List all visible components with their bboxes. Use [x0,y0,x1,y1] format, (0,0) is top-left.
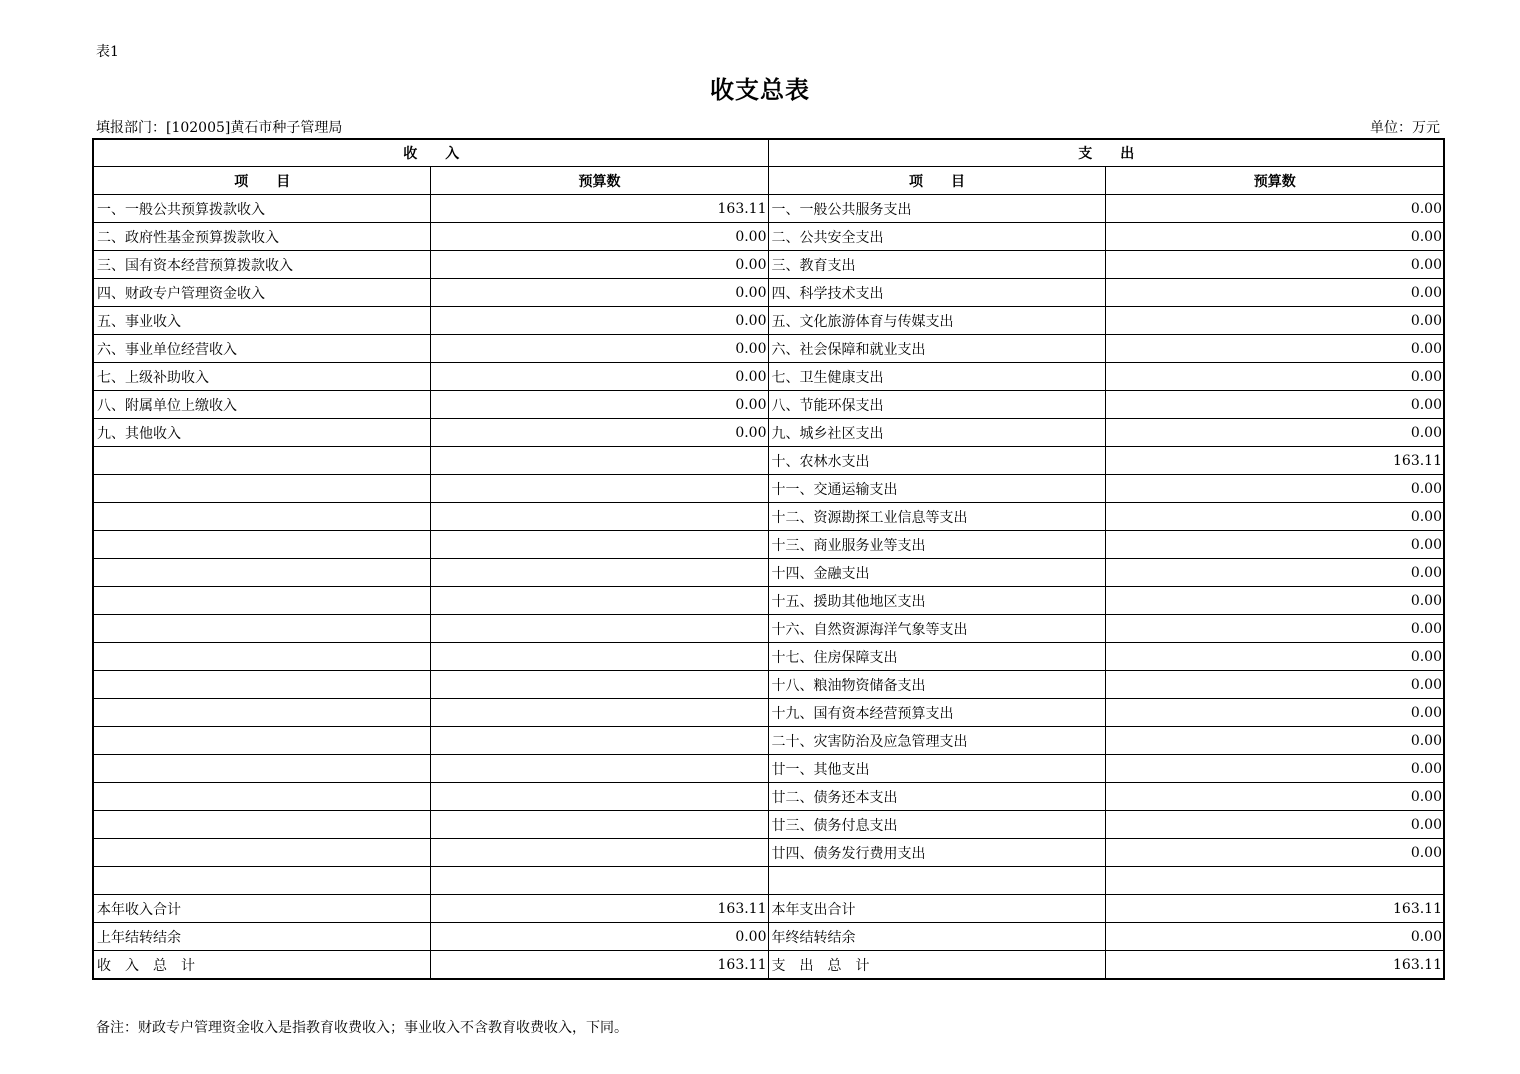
expense-item-cell: 廿四、债务发行费用支出 [768,839,1105,867]
expense-budget-cell: 0.00 [1105,923,1444,951]
unit-label: 单位：万元 [1370,120,1440,136]
table-row [93,895,1444,923]
expense-item-cell: 二十、灾害防治及应急管理支出 [768,727,1105,755]
expense-budget-cell: 0.00 [1105,223,1444,251]
expense-budget-header: 预算数 [1105,167,1444,195]
expense-item-cell: 本年支出合计 [768,895,1105,923]
income-budget-cell [430,727,768,755]
table-row [93,951,1444,980]
expense-item-cell: 十一、交通运输支出 [768,475,1105,503]
table-row [93,447,1444,475]
income-item-cell [93,503,430,531]
income-budget-cell [430,447,768,475]
expense-item-cell: 四、科学技术支出 [768,279,1105,307]
expense-budget-cell: 163.11 [1105,895,1444,923]
table-row [93,755,1444,783]
reporting-department: 填报部门：[102005]黄石市种子管理局 [96,120,343,136]
income-budget-cell [430,559,768,587]
expense-budget-cell: 0.00 [1105,839,1444,867]
table-row [93,671,1444,699]
expense-budget-cell: 0.00 [1105,475,1444,503]
income-item-cell [93,839,430,867]
expense-budget-cell: 163.11 [1105,951,1444,980]
income-item-cell [93,447,430,475]
expense-budget-cell: 0.00 [1105,699,1444,727]
income-item-cell: 八、附属单位上缴收入 [93,391,430,419]
income-budget-cell [430,531,768,559]
income-budget-cell [430,755,768,783]
expense-budget-cell: 0.00 [1105,587,1444,615]
income-budget-cell [430,699,768,727]
expense-budget-cell: 0.00 [1105,615,1444,643]
income-budget-cell [430,811,768,839]
income-item-cell [93,811,430,839]
table-number-label: 表1 [96,44,119,60]
table-row [93,587,1444,615]
expense-item-header: 项 目 [768,167,1105,195]
expense-item-cell: 十二、资源勘探工业信息等支出 [768,503,1105,531]
expense-item-cell: 十三、商业服务业等支出 [768,531,1105,559]
income-item-cell [93,783,430,811]
expense-item-cell: 支 出 总 计 [768,951,1105,980]
expense-budget-cell: 0.00 [1105,419,1444,447]
income-budget-cell: 0.00 [430,419,768,447]
income-item-cell: 上年结转结余 [93,923,430,951]
income-item-cell [93,475,430,503]
income-item-cell: 四、财政专户管理资金收入 [93,279,430,307]
expense-budget-cell: 163.11 [1105,447,1444,475]
income-item-cell [93,643,430,671]
income-budget-cell [430,671,768,699]
table-row [93,783,1444,811]
income-item-cell: 五、事业收入 [93,307,430,335]
column-header-row [93,167,1444,195]
expense-budget-cell: 0.00 [1105,363,1444,391]
expense-item-cell: 十五、援助其他地区支出 [768,587,1105,615]
income-item-cell: 七、上级补助收入 [93,363,430,391]
income-item-cell [93,727,430,755]
expense-item-cell: 一、一般公共服务支出 [768,195,1105,223]
income-budget-cell [430,615,768,643]
expense-budget-cell: 0.00 [1105,811,1444,839]
income-budget-cell: 163.11 [430,895,768,923]
income-budget-cell: 0.00 [430,251,768,279]
income-budget-cell: 0.00 [430,363,768,391]
expense-budget-cell [1105,867,1444,895]
income-expense-table [92,138,1445,980]
table-row [93,867,1444,895]
expense-section-header: 支 出 [768,139,1444,167]
expense-item-cell: 十八、粮油物资储备支出 [768,671,1105,699]
income-item-cell: 本年收入合计 [93,895,430,923]
income-budget-header: 预算数 [430,167,768,195]
table-row [93,279,1444,307]
expense-item-cell: 五、文化旅游体育与传媒支出 [768,307,1105,335]
income-item-cell: 二、政府性基金预算拨款收入 [93,223,430,251]
table-row [93,559,1444,587]
income-item-cell [93,531,430,559]
table-row [93,503,1444,531]
expense-item-cell: 八、节能环保支出 [768,391,1105,419]
income-budget-cell: 0.00 [430,335,768,363]
income-budget-cell [430,839,768,867]
table-row [93,475,1444,503]
income-item-cell [93,699,430,727]
table-row [93,363,1444,391]
table-row [93,923,1444,951]
income-budget-cell: 0.00 [430,279,768,307]
income-budget-cell: 163.11 [430,951,768,980]
expense-item-cell: 十六、自然资源海洋气象等支出 [768,615,1105,643]
expense-item-cell: 十九、国有资本经营预算支出 [768,699,1105,727]
expense-item-cell: 十、农林水支出 [768,447,1105,475]
income-item-cell [93,755,430,783]
income-item-cell: 一、一般公共预算拨款收入 [93,195,430,223]
expense-budget-cell: 0.00 [1105,335,1444,363]
table-row [93,615,1444,643]
income-budget-cell: 0.00 [430,223,768,251]
expense-item-cell [768,867,1105,895]
income-item-cell [93,671,430,699]
income-item-cell: 九、其他收入 [93,419,430,447]
income-budget-cell: 163.11 [430,195,768,223]
income-item-cell: 三、国有资本经营预算拨款收入 [93,251,430,279]
expense-item-cell: 廿一、其他支出 [768,755,1105,783]
expense-budget-cell: 0.00 [1105,251,1444,279]
expense-budget-cell: 0.00 [1105,643,1444,671]
expense-budget-cell: 0.00 [1105,559,1444,587]
expense-budget-cell: 0.00 [1105,671,1444,699]
expense-item-cell: 廿三、债务付息支出 [768,811,1105,839]
expense-budget-cell: 0.00 [1105,503,1444,531]
income-budget-cell [430,867,768,895]
income-budget-cell: 0.00 [430,391,768,419]
income-item-cell [93,867,430,895]
expense-budget-cell: 0.00 [1105,531,1444,559]
footnote: 备注：财政专户管理资金收入是指教育收费收入；事业收入不含教育收费收入，下同。 [96,1020,628,1036]
section-header-row [93,139,1444,167]
table-row [93,839,1444,867]
income-item-header: 项 目 [93,167,430,195]
income-item-cell: 六、事业单位经营收入 [93,335,430,363]
expense-item-cell: 廿二、债务还本支出 [768,783,1105,811]
table-row [93,251,1444,279]
expense-item-cell: 七、卫生健康支出 [768,363,1105,391]
expense-budget-cell: 0.00 [1105,307,1444,335]
income-item-cell [93,559,430,587]
table-row [93,223,1444,251]
income-budget-cell [430,783,768,811]
expense-item-cell: 十七、住房保障支出 [768,643,1105,671]
table-row [93,419,1444,447]
expense-item-cell: 三、教育支出 [768,251,1105,279]
income-budget-cell [430,643,768,671]
table-row [93,727,1444,755]
income-budget-cell [430,503,768,531]
expense-budget-cell: 0.00 [1105,195,1444,223]
expense-budget-cell: 0.00 [1105,783,1444,811]
table-row [93,811,1444,839]
income-budget-cell: 0.00 [430,307,768,335]
expense-item-cell: 二、公共安全支出 [768,223,1105,251]
income-section-header: 收 入 [93,139,768,167]
expense-item-cell: 六、社会保障和就业支出 [768,335,1105,363]
income-item-cell: 收 入 总 计 [93,951,430,980]
expense-item-cell: 十四、金融支出 [768,559,1105,587]
table-row [93,195,1444,223]
income-item-cell [93,587,430,615]
income-budget-cell [430,587,768,615]
table-row [93,531,1444,559]
table-row [93,391,1444,419]
table-row [93,335,1444,363]
expense-budget-cell: 0.00 [1105,755,1444,783]
income-item-cell [93,615,430,643]
page-title: 收支总表 [710,76,810,104]
table-row [93,307,1444,335]
table-row [93,699,1444,727]
income-budget-cell: 0.00 [430,923,768,951]
income-budget-cell [430,475,768,503]
expense-item-cell: 年终结转结余 [768,923,1105,951]
expense-budget-cell: 0.00 [1105,727,1444,755]
expense-item-cell: 九、城乡社区支出 [768,419,1105,447]
expense-budget-cell: 0.00 [1105,279,1444,307]
table-row [93,643,1444,671]
expense-budget-cell: 0.00 [1105,391,1444,419]
